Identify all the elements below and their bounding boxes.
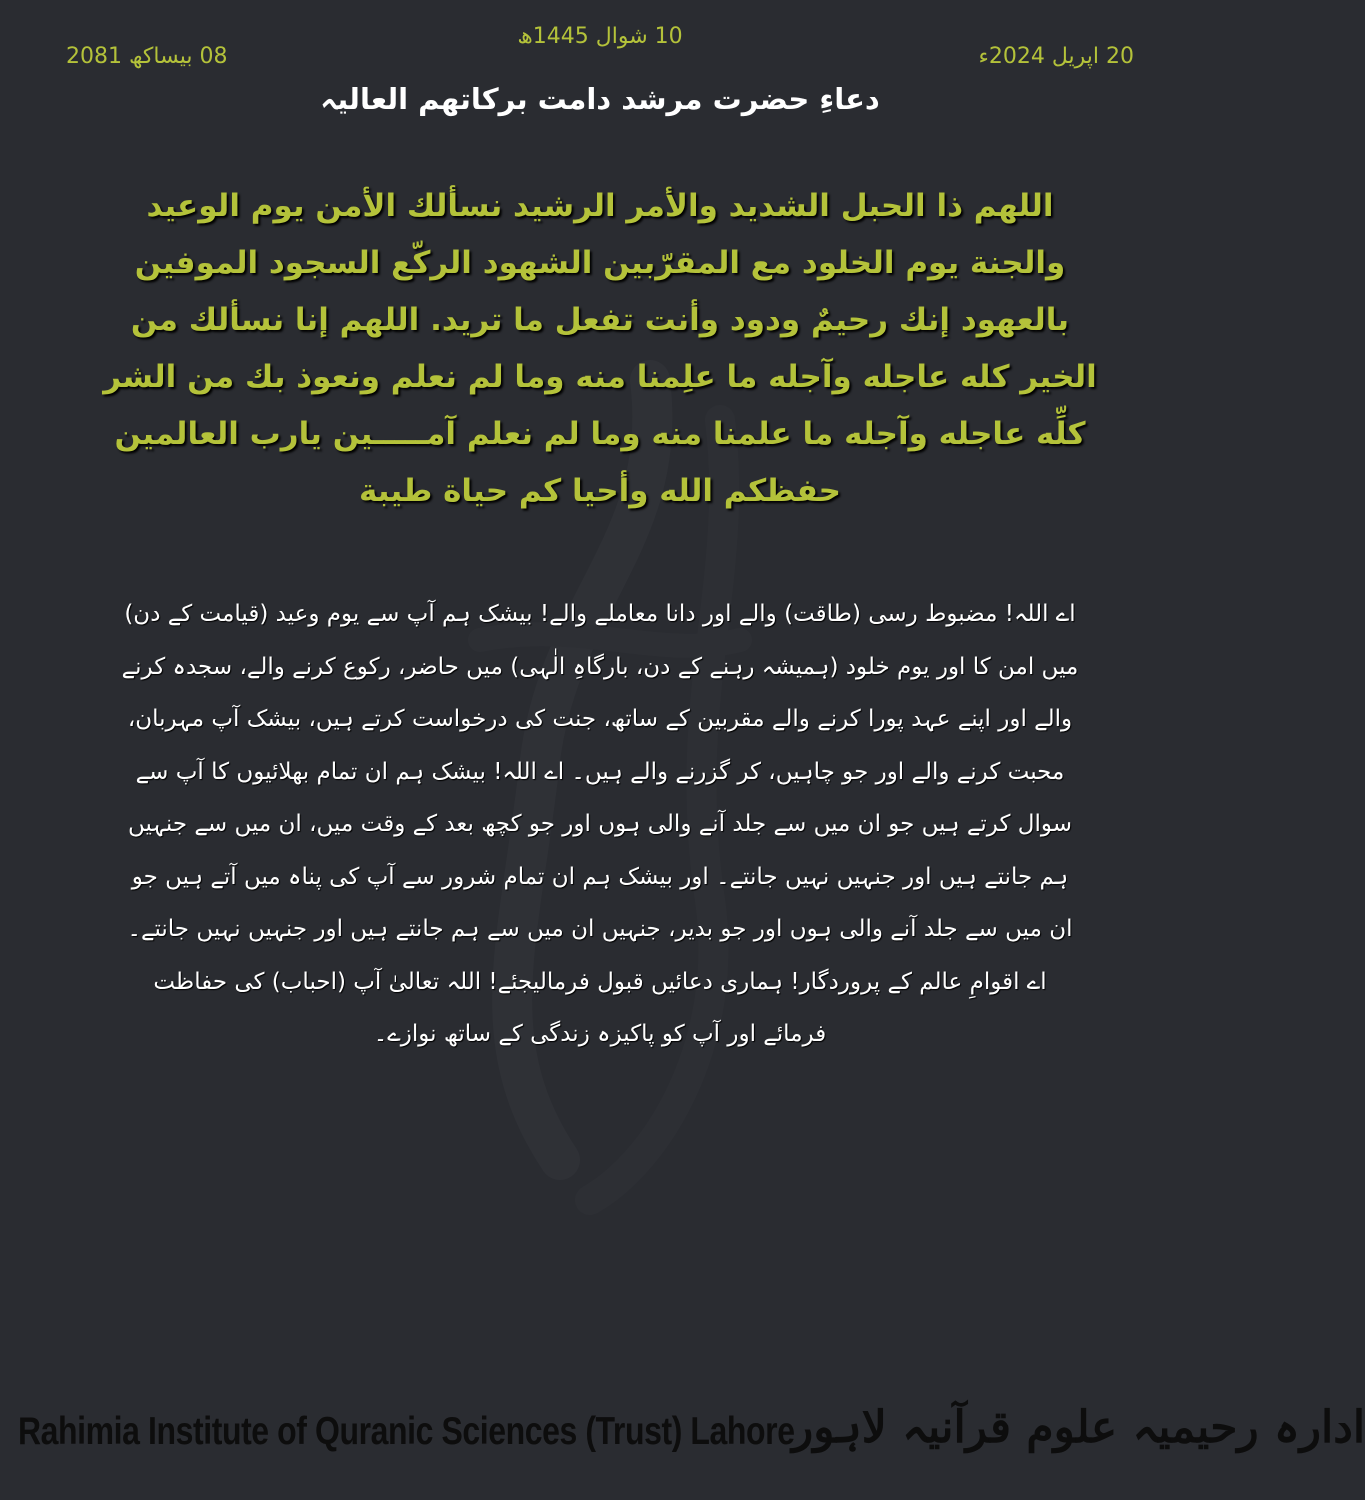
urdu-translation-text: اے اللہ! مضبوط رسی (طاقت) والے اور دانا معاملے والے! بیشک ہم آپ سے یوم وعید (قیامت کے دن) میں امن کا اور یوم خلود (ہمیشہ رہنے کے دن، بارگاہِ الٰہی) میں حاضر، رکوع کرنے والے، سجدہ کرنے والے اور اپنے عہد پورا کرنے والے مقربین کے ساتھ، جنت کی درخواست کرتے ہیں، بیشک آپ مہربان، محبت کرنے والے اور جو چاہیں، کر گزرنے والے ہیں۔ اے اللہ! بیشک ہم ان تمام بھلائیوں کا آپ سے سوال کرتے ہیں جو ان میں سے جلد آنے والی ہوں اور جو کچھ بعد کے وقت میں، ان میں سے جنہیں ہم جانتے ہیں اور جنہیں نہیں جانتے۔ اور بیشک ہم ان تمام شرور سے آپ کی پناہ میں آتے ہیں جو ان میں سے جلد آنے والی ہوں اور جو بدیر، جنہیں ان میں سے ہم جانتے ہیں اور جنہیں نہیں جانتے۔ اے اقوامِ عالم کے پروردگار! ہماری دعائیں قبول فرمالیجئے! اللہ تعالیٰ آپ (احباب) کی حفاظت فرمائے اور آپ کو پاکیزہ زندگی کے ساتھ نوازے۔ xyxy=(121,601,1079,1047)
institute-logo-urdu: ادارہ رحیمیہ علوم قرآنیہ لاہور xyxy=(792,1402,1365,1453)
page-title: دعاءِ حضرت مرشد دامت برکاتھم العالیہ xyxy=(320,82,880,116)
footer xyxy=(0,1400,1365,1470)
institute-name-english: Rahimia Institute of Quranic Sciences (Trust) Lahore xyxy=(18,1410,795,1453)
hijri-date: 10 شوال 1445ھ xyxy=(517,24,683,49)
bikrami-date: 08 بیساکھ 2081 xyxy=(66,44,228,69)
gregorian-date: 20 اپریل 2024ء xyxy=(978,44,1134,69)
arabic-dua-text: اللهم ذا الحبل الشديد والأمر الرشيد نسألك الأمن يوم الوعيد والجنة يوم الخلود مع المقرّبين الشهود الركّع السجود الموفين بالعهود إنك رحيمٌ ودود وأنت تفعل ما تريد. اللهم إنا نسألك من الخير كله عاجله وآجله ما علِمنا منه وما لم نعلم ونعوذ بك من الشر كلِّه عاجله وآجله ما علمنا منه وما لم نعلم آمـــــين يارب العالمين حفظكم الله وأحيا كم حياة طيبة xyxy=(103,188,1097,509)
